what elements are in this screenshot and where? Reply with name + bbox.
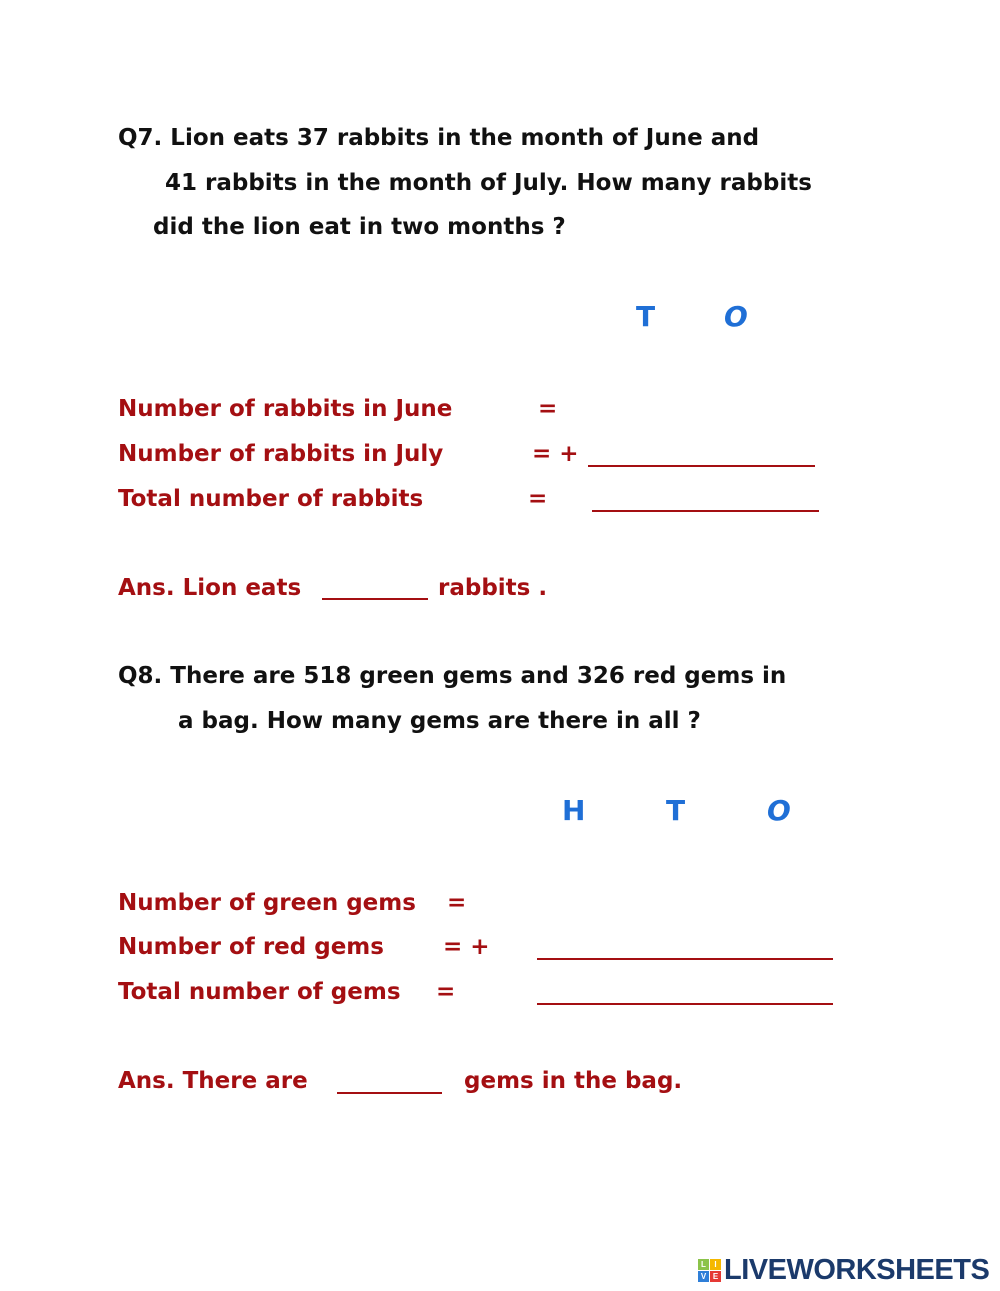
liveworksheets-logo <box>698 1254 989 1287</box>
q8-line-1: Q8. There are 518 green gems and 326 red gems in <box>118 663 787 689</box>
q7-answer-prefix: Ans. Lion eats <box>118 575 302 601</box>
q7-line-1: Q7. Lion eats 37 rabbits in the month of June and <box>118 125 760 151</box>
q8-row-total-label: Total number of gems <box>118 979 401 1005</box>
q7-row-total-label: Total number of rabbits <box>118 486 424 512</box>
q8-hundreds-header: H <box>562 794 586 827</box>
q8-total-answer-blank[interactable] <box>537 1003 833 1005</box>
q8-answer-suffix: gems in the bag. <box>464 1068 683 1094</box>
q8-red-answer-blank[interactable] <box>537 958 833 960</box>
q8-answer-blank[interactable] <box>337 1092 442 1094</box>
q7-total-answer-blank[interactable] <box>592 510 819 512</box>
q8-row-total-op: = <box>436 979 456 1005</box>
q8-row-green-label: Number of green gems <box>118 890 416 916</box>
q7-answer-blank[interactable] <box>322 598 428 600</box>
logo-tile: V <box>698 1271 709 1282</box>
q7-row-june-op: = <box>538 396 558 422</box>
q7-row-june-label: Number of rabbits in June <box>118 396 453 422</box>
q8-answer-prefix: Ans. There are <box>118 1068 308 1094</box>
logo-tile: E <box>710 1271 721 1282</box>
q7-answer-suffix: rabbits . <box>438 575 548 601</box>
q7-row-total-op: = <box>528 486 548 512</box>
q7-line-2: 41 rabbits in the month of July. How many rabbits <box>165 170 812 196</box>
q8-row-red-label: Number of red gems <box>118 934 384 960</box>
q7-row-july-op: = + <box>532 441 579 467</box>
logo-text: LIVEWORKSHEETS <box>724 1254 990 1286</box>
logo-tiles-icon <box>698 1259 721 1282</box>
q8-row-red-op: = + <box>443 934 490 960</box>
q8-line-2: a bag. How many gems are there in all ? <box>178 708 701 734</box>
q7-line-3: did the lion eat in two months ? <box>153 214 566 240</box>
logo-tile: L <box>698 1259 709 1270</box>
q8-ones-header: O <box>767 794 791 827</box>
q8-row-green-op: = <box>447 890 467 916</box>
q8-tens-header: T <box>666 794 686 827</box>
q7-row-july-label: Number of rabbits in July <box>118 441 444 467</box>
q7-tens-header: T <box>636 300 656 333</box>
q7-july-answer-blank[interactable] <box>588 465 815 467</box>
q7-ones-header: O <box>724 300 748 333</box>
logo-tile: I <box>710 1259 721 1270</box>
